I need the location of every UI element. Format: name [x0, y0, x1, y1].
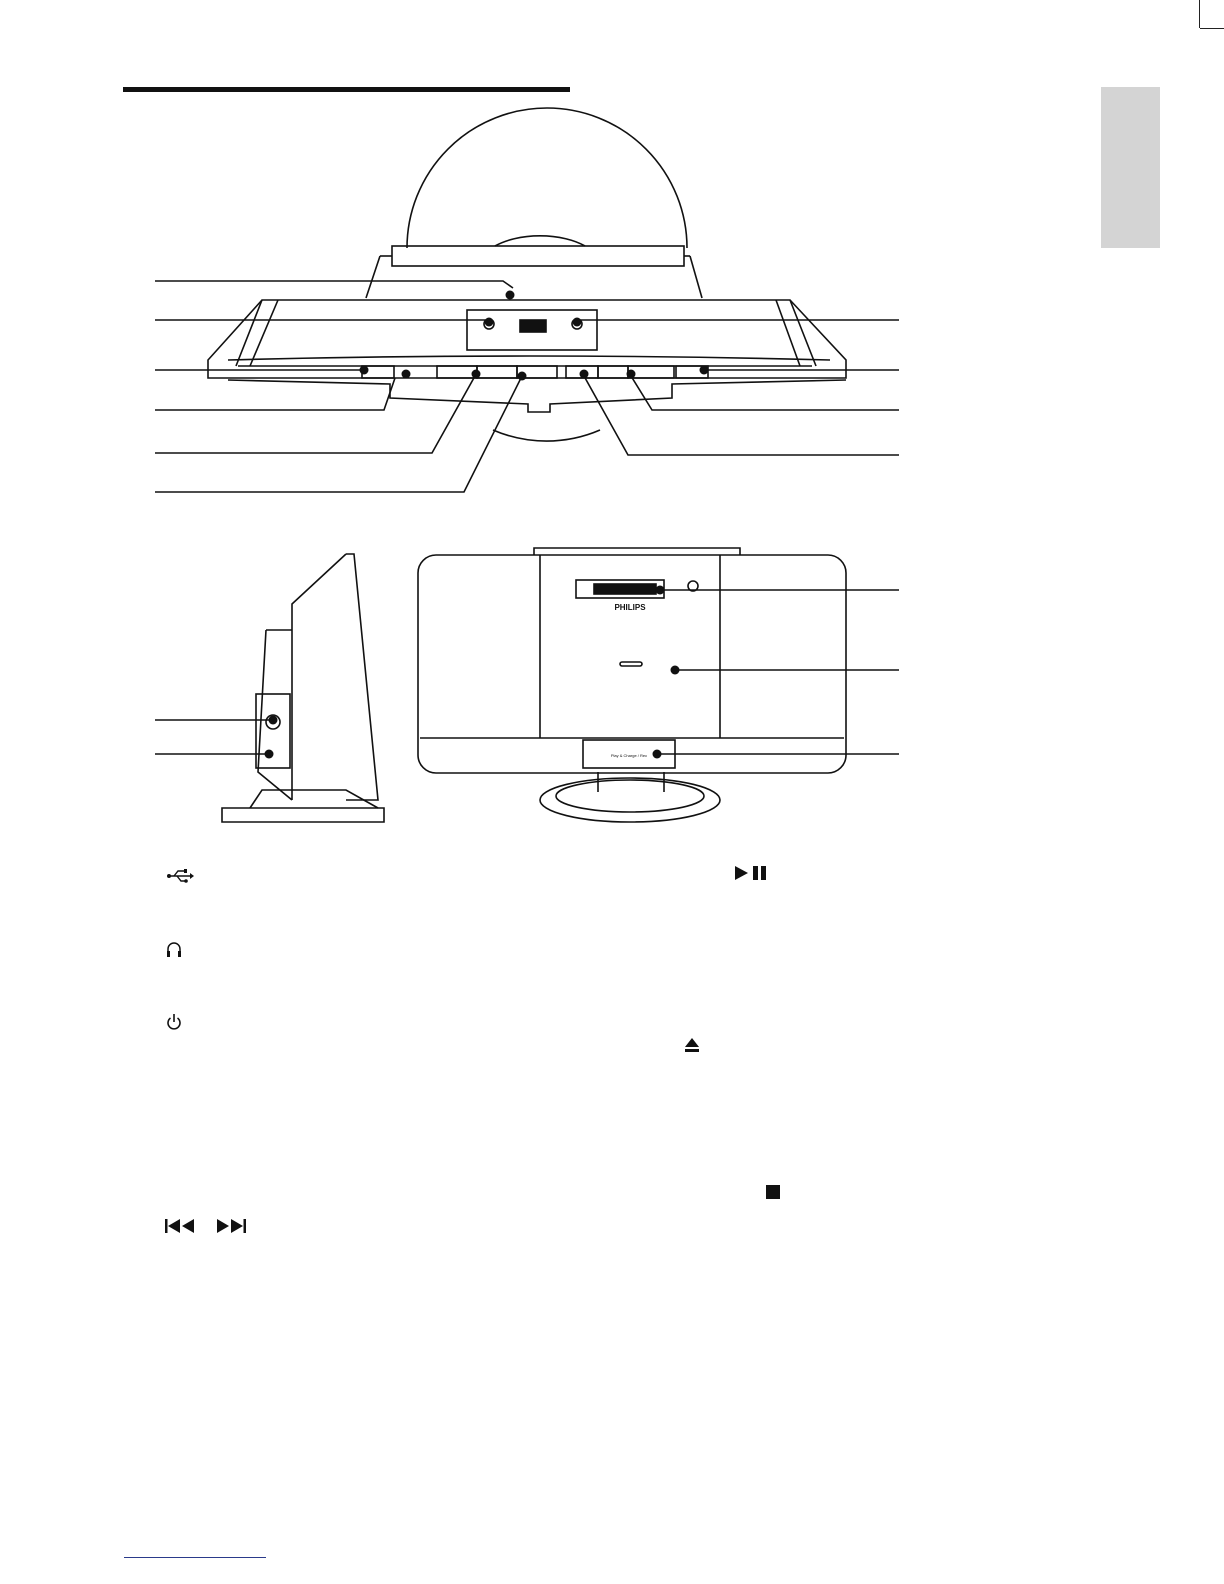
brand-logo: PHILIPS	[614, 603, 646, 612]
next-track-icon	[214, 1218, 246, 1234]
headphones-icon	[166, 941, 182, 957]
power-icon	[166, 1013, 182, 1031]
eject-icon	[684, 1037, 700, 1053]
usb-label: Play & Charge / Rec	[610, 753, 648, 758]
footer-link-rule	[124, 1557, 266, 1558]
stop-icon	[765, 1184, 781, 1200]
previous-track-icon	[165, 1218, 197, 1234]
usb-icon	[166, 869, 194, 883]
play-pause-icon	[735, 865, 769, 881]
